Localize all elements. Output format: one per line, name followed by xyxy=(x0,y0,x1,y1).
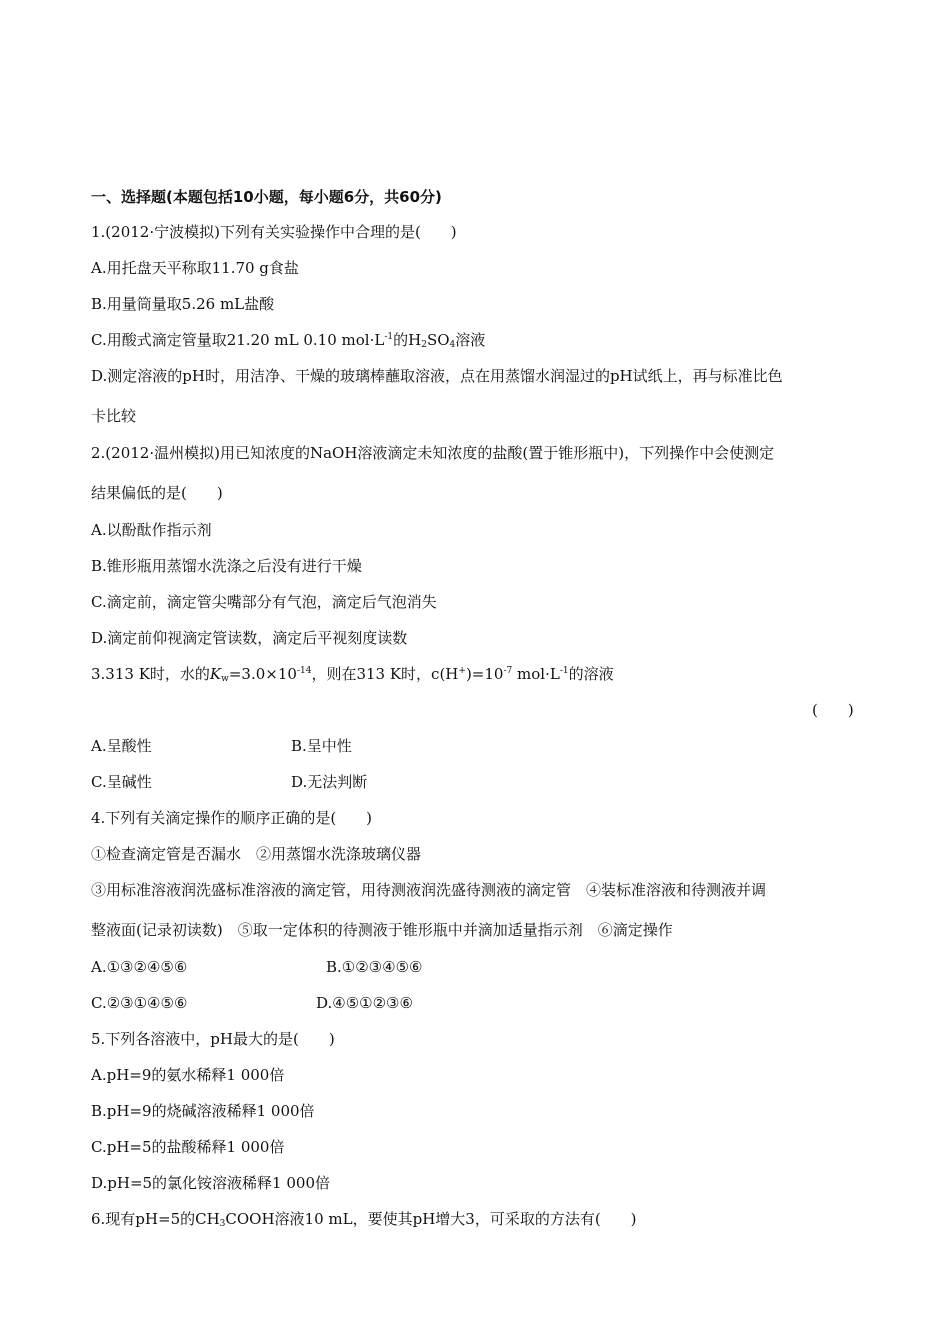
q1-option-d-line2: 卡比较 xyxy=(91,407,137,425)
q4-option-c: C.②③①④⑤⑥ xyxy=(91,994,188,1012)
q3-sup-1: -14 xyxy=(296,666,312,676)
q3-option-b: B.呈中性 xyxy=(291,737,352,755)
q1-option-a: A.用托盘天平称取11.70 g食盐 xyxy=(91,259,299,277)
q1-option-b: B.用量筒量取5.26 mL盐酸 xyxy=(91,295,275,313)
q2-stem-line2: 结果偏低的是( ) xyxy=(91,484,223,502)
q3-text-1: 3.313 K时，水的 xyxy=(91,665,210,683)
q1-c-sup: -1 xyxy=(384,332,394,342)
q5-option-d: D.pH=5的氯化铵溶液稀释1 000倍 xyxy=(91,1174,330,1192)
q1-option-c xyxy=(91,330,485,350)
q3-text-3: ，则在313 K时，c(H xyxy=(311,665,459,683)
q3-sup-3: -7 xyxy=(503,666,513,676)
q1-c-sub-2: 4 xyxy=(449,340,456,350)
q5-option-c: C.pH=5的盐酸稀释1 000倍 xyxy=(91,1138,285,1156)
q3-sup-4: -1 xyxy=(559,666,569,676)
q6-text-1: 6.现有pH=5的CH xyxy=(91,1210,220,1228)
q1-option-d-line1: D.测定溶液的pH时，用洁净、干燥的玻璃棒蘸取溶液，点在用蒸馏水润湿过的pH试纸上，再与标准比色 xyxy=(91,367,783,385)
q4-steps-line1: ①检查滴定管是否漏水 ②用蒸馏水洗涤玻璃仪器 xyxy=(91,845,422,863)
q1-stem: 1.(2012·宁波模拟)下列有关实验操作中合理的是( ) xyxy=(91,223,457,241)
q4-option-d: D.④⑤①②③⑥ xyxy=(316,994,413,1012)
q6-text-2: COOH溶液10 mL，要使其pH增大3，可采取的方法有( ) xyxy=(225,1210,637,1228)
q3-option-a: A.呈酸性 xyxy=(91,737,152,755)
q3-text-4: )=10 xyxy=(465,665,504,683)
q4-steps-line3: 整液面(记录初读数) ⑤取一定体积的待测液于锥形瓶中并滴加适量指示剂 ⑥滴定操作 xyxy=(91,921,673,939)
q3-kw: K xyxy=(209,665,222,683)
q5-option-a: A.pH=9的氨水稀释1 000倍 xyxy=(91,1066,285,1084)
q6-sub: 3 xyxy=(219,1219,226,1229)
q3-option-c: C.呈碱性 xyxy=(91,773,152,791)
q3-text-2: =3.0×10 xyxy=(228,665,297,683)
q3-stem xyxy=(91,664,614,684)
q2-option-d: D.滴定前仰视滴定管读数，滴定后平视刻度读数 xyxy=(91,629,408,647)
q3-text-5: mol·L xyxy=(512,665,560,683)
q1-c-text-2: 的H xyxy=(393,331,422,349)
q3-sup-2: + xyxy=(458,666,466,676)
section-title: 一、选择题(本题包括10小题，每小题6分，共60分) xyxy=(91,188,442,206)
q5-option-b: B.pH=9的烧碱溶液稀释1 000倍 xyxy=(91,1102,315,1120)
q1-c-text-4: 溶液 xyxy=(455,331,486,349)
q4-stem: 4.下列有关滴定操作的顺序正确的是( ) xyxy=(91,809,373,827)
q4-steps-line2: ③用标准溶液润洗盛标准溶液的滴定管，用待测液润洗盛待测液的滴定管 ④装标准溶液和待测液并调 xyxy=(91,881,767,899)
q2-option-b: B.锥形瓶用蒸馏水洗涤之后没有进行干燥 xyxy=(91,557,362,575)
q2-option-a: A.以酚酞作指示剂 xyxy=(91,521,212,539)
q1-c-sub-1: 2 xyxy=(421,340,427,350)
q4-option-b: B.①②③④⑤⑥ xyxy=(326,958,423,976)
q2-option-c: C.滴定前，滴定管尖嘴部分有气泡，滴定后气泡消失 xyxy=(91,593,437,611)
q3-text-6: 的溶液 xyxy=(568,665,614,683)
q3-kw-sub: w xyxy=(221,674,229,684)
q6-stem xyxy=(91,1209,637,1229)
q1-c-text-1: C.用酸式滴定管量取21.20 mL 0.10 mol·L xyxy=(91,331,385,349)
q1-c-text-3: SO xyxy=(426,331,450,349)
q3-answer-bracket: ( ) xyxy=(812,701,854,719)
q4-option-a: A.①③②④⑤⑥ xyxy=(91,958,188,976)
q3-option-d: D.无法判断 xyxy=(291,773,368,791)
q2-stem-line1: 2.(2012·温州模拟)用已知浓度的NaOH溶液滴定未知浓度的盐酸(置于锥形瓶中)，下列操作中会使测定 xyxy=(91,444,775,462)
q5-stem: 5.下列各溶液中，pH最大的是( ) xyxy=(91,1030,335,1048)
